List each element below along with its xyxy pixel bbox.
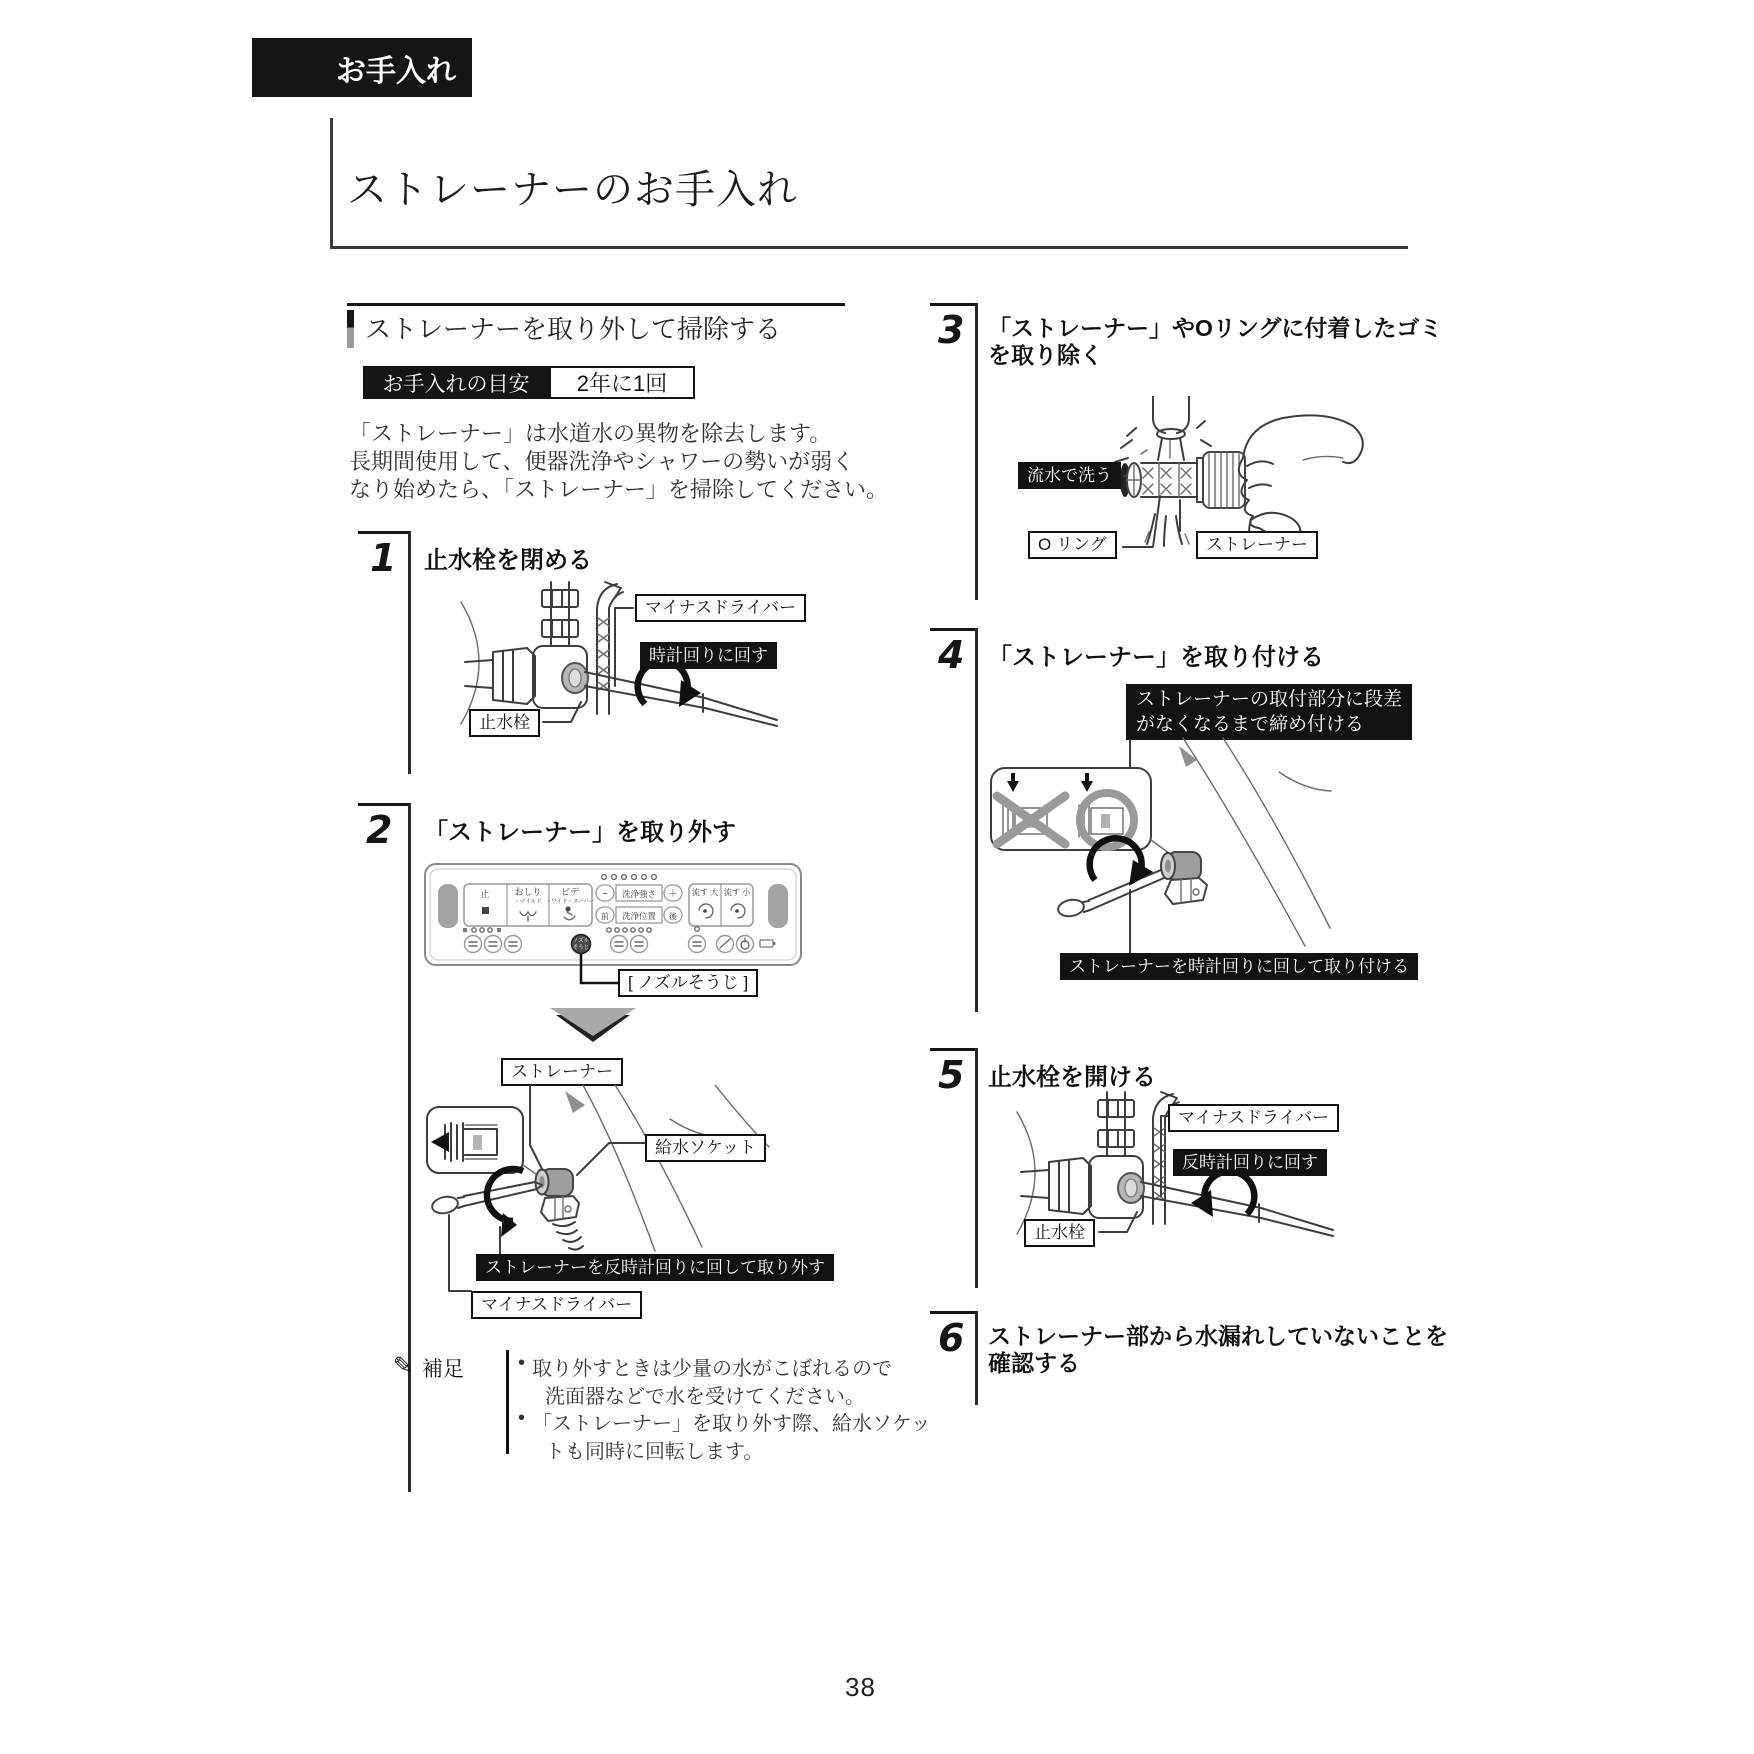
note-b2-line1: 「ストレーナー」を取り外す際、給水ソケッ (532, 1413, 931, 1435)
small-button-2 (485, 936, 502, 953)
step4-vline (975, 628, 978, 1012)
step2-label-nozzle-clean: [ ノズルそうじ ] (618, 969, 758, 997)
step5-label-turn-ccw: 反時計回りに回す (1173, 1149, 1327, 1176)
guide-value: 2年に1回 (549, 366, 695, 399)
step2-label-strainer: ストレーナー (501, 1058, 623, 1086)
title-left-bar (330, 118, 333, 248)
step5-label-driver: マイナスドライバー (1168, 1104, 1339, 1132)
chapter-tag (252, 38, 472, 97)
stop-square-icon (482, 907, 489, 914)
step1-number: 1 (370, 536, 397, 580)
pencil-icon: ✎ (393, 1352, 413, 1378)
note-bullet-2: • (518, 1407, 526, 1429)
step3-title-line1: 「ストレーナー」やOリングに付着したゴミ (988, 315, 1443, 341)
step2-number: 2 (366, 808, 393, 852)
step4-title: 「ストレーナー」を取り付ける (988, 644, 1324, 671)
step1-vline (408, 531, 411, 774)
intro-line-1: 「ストレーナー」は水道水の異物を除去します。 (349, 421, 832, 446)
section-heading-bar (347, 310, 354, 348)
step6-topline (930, 1311, 975, 1314)
step6-title-line2: 確認する (988, 1350, 1080, 1376)
small-button-1 (465, 936, 482, 953)
step5-number: 5 (938, 1053, 965, 1097)
step6-vline (975, 1311, 978, 1405)
note-b2-line2: トも同時に回転します。 (545, 1441, 764, 1463)
step5-vline (975, 1048, 978, 1288)
note-b1-line2: 洗面器などで水を受けてください。 (545, 1386, 865, 1408)
intro-line-3: なり始めたら、「ストレーナー」を掃除してください。 (349, 477, 889, 502)
step5-title: 止水栓を開ける (988, 1064, 1156, 1091)
intro-line-2: 長期間使用して、便器洗浄やシャワーの勢いが弱く (349, 449, 855, 474)
svg-text:前: 前 (601, 912, 609, 921)
guide-label: お手入れの目安 (363, 366, 549, 399)
step2-label-water-socket: 給水ソケット (645, 1134, 766, 1162)
step5-label-stop-valve: 止水栓 (1024, 1219, 1095, 1247)
section-heading-topline (347, 303, 845, 306)
step2-vline (408, 803, 411, 1492)
step1-title: 止水栓を閉める (424, 547, 592, 574)
section-heading: ストレーナーを取り外して掃除する (365, 314, 782, 344)
step3-topline (930, 303, 975, 306)
step2-topline (358, 803, 408, 806)
svg-text:後: 後 (669, 912, 677, 921)
step2-label-driver: マイナスドライバー (471, 1291, 642, 1319)
bide-person-icon (566, 907, 571, 912)
note-label: 補足 (422, 1358, 464, 1381)
auto-flush-button (689, 936, 706, 953)
bide-sub-label: ・ワイド・スーパー (545, 899, 595, 905)
remote-left-grip (438, 884, 458, 928)
step1-label-stop-valve: 止水栓 (469, 709, 540, 737)
flush-large-label: 流す 大 (691, 888, 719, 897)
stop-button-label: 止 (480, 889, 490, 899)
small-button-3 (505, 936, 522, 953)
step4-topline (930, 628, 975, 631)
page-number: 38 (845, 1672, 876, 1702)
title-rule (330, 246, 1408, 249)
step3-label-rinse: 流水で洗う (1018, 462, 1121, 489)
nozzle-clean-button-line1: ノズル (572, 938, 590, 944)
step3-number: 3 (938, 308, 965, 352)
step3-label-strainer: ストレーナー (1196, 531, 1318, 559)
step3-label-oring: O リング (1028, 531, 1117, 559)
step1-label-turn-clockwise: 時計回りに回す (640, 642, 777, 669)
step4-label-tighten: ストレーナーの取付部分に段差 がなくなるまで締め付ける (1126, 684, 1412, 740)
step4-number: 4 (938, 633, 965, 677)
svg-text:＋: ＋ (668, 889, 678, 900)
step4-label-turn-cw: ストレーナーを時計回りに回して取り付ける (1060, 953, 1418, 980)
nozzle-clean-button-line2: そうじ (572, 945, 590, 951)
flush-small-label: 流す 小 (723, 888, 751, 897)
wash-strength-label: 洗浄強さ (621, 889, 657, 899)
strainer-install-illustration (983, 728, 1333, 962)
oshiri-button-label: おしり (514, 887, 542, 897)
step1-label-driver: マイナスドライバー (635, 594, 806, 622)
remote-right-grip (768, 884, 788, 928)
step3-vline (975, 303, 978, 600)
step6-title-line1: ストレーナー部から水漏れしていないことを (988, 1323, 1448, 1349)
wash-position-label: 洗浄位置 (621, 911, 657, 921)
water-temp-button (631, 936, 648, 953)
note-b1-line1: 取り外すときは少量の水がこぼれるので (532, 1358, 892, 1380)
page-title: ストレーナーのお手入れ (347, 168, 798, 212)
chapter-tag-label: お手入れ (336, 54, 456, 88)
step1-topline (358, 531, 408, 534)
bide-button-label: ビデ (560, 887, 580, 897)
step3-title-line2: を取り除く (988, 342, 1103, 368)
oshiri-sub-label: ・マイルド (514, 899, 542, 905)
down-arrow-separator (546, 1006, 638, 1044)
step2-title: 「ストレーナー」を取り外す (424, 819, 736, 846)
step2-label-turn-ccw: ストレーナーを反時計回りに回して取り外す (476, 1254, 834, 1281)
step5-topline (930, 1048, 975, 1051)
svg-text:−: − (602, 889, 608, 900)
step6-number: 6 (938, 1316, 965, 1360)
seat-temp-button (611, 936, 628, 953)
note-bullet-1: • (518, 1352, 526, 1374)
note-divider (506, 1350, 509, 1454)
